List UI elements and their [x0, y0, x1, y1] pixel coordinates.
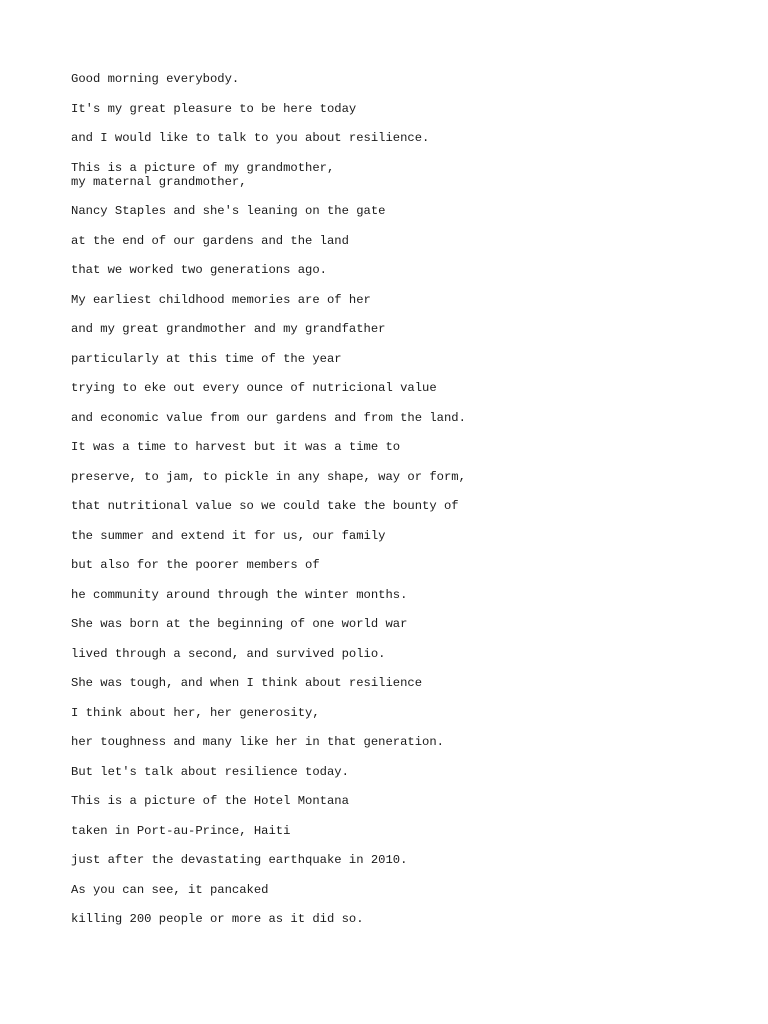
transcript-paragraph [71, 440, 731, 454]
transcript-line: This is a picture of the Hotel Montana [71, 794, 349, 808]
transcript-paragraph [71, 204, 731, 218]
transcript-paragraph [71, 824, 731, 838]
transcript-line: but also for the poorer members of [71, 558, 320, 572]
transcript-paragraph [71, 676, 731, 690]
transcript-line: and economic value from our gardens and from the land. [71, 410, 466, 425]
transcript-line: Nancy Staples and she's leaning on the gate [71, 204, 386, 218]
transcript-line: It was a time to harvest but it was a time to [71, 440, 401, 454]
transcript-paragraph [71, 352, 731, 366]
transcript-line: She was tough, and when I think about resilience [71, 676, 423, 690]
transcript-line: taken in Port-au-Prince, Haiti [71, 823, 291, 838]
transcript-line: the summer and extend it for us, our family [71, 528, 386, 543]
transcript-line: her toughness and many like her in that generation. [71, 735, 444, 749]
transcript-paragraph [71, 647, 731, 661]
transcript-paragraph [71, 617, 731, 631]
transcript-line: My earliest childhood memories are of her [71, 292, 371, 307]
transcript-line: preserve, to jam, to pickle in any shape, way or form, [71, 469, 466, 484]
transcript-paragraph [71, 588, 731, 602]
transcript-paragraph [71, 161, 731, 189]
transcript-paragraph [71, 322, 731, 336]
transcript-line: and my great grandmother and my grandfather [71, 322, 386, 336]
transcript-paragraph [71, 912, 731, 926]
transcript-paragraph [71, 765, 731, 779]
transcript-paragraph [71, 794, 731, 808]
transcript-line: my maternal grandmother, [71, 174, 247, 189]
transcript-paragraph [71, 706, 731, 720]
transcript-line: at the end of our gardens and the land [71, 233, 349, 248]
transcript-paragraph [71, 102, 731, 116]
transcript-paragraph [71, 558, 731, 572]
transcript-paragraph [71, 263, 731, 277]
transcript-paragraph [71, 381, 731, 395]
transcript-paragraph [71, 499, 731, 513]
transcript-paragraph [71, 131, 731, 145]
transcript-paragraph [71, 853, 731, 867]
transcript-paragraph [71, 470, 731, 484]
transcript-line: he community around through the winter months. [71, 587, 408, 602]
transcript-line: Good morning everybody. [71, 72, 240, 86]
transcript-paragraph [71, 735, 731, 749]
transcript-line: lived through a second, and survived polio. [71, 646, 386, 661]
transcript-line: She was born at the beginning of one world war [71, 617, 408, 631]
transcript-text [71, 72, 731, 942]
transcript-paragraph [71, 72, 731, 86]
transcript-paragraph [71, 529, 731, 543]
transcript-paragraph [71, 883, 731, 897]
transcript-line: As you can see, it pancaked [71, 882, 269, 897]
transcript-paragraph [71, 234, 731, 248]
transcript-line: I think about her, her generosity, [71, 705, 320, 720]
transcript-line: particularly at this time of the year [71, 351, 342, 366]
transcript-line: It's my great pleasure to be here today [71, 101, 357, 116]
transcript-line: just after the devastating earthquake in 2010. [71, 853, 408, 867]
transcript-line: and I would like to talk to you about resilience. [71, 131, 430, 145]
transcript-line: But let's talk about resilience today. [71, 764, 349, 779]
transcript-paragraph [71, 293, 731, 307]
transcript-line: that we worked two generations ago. [71, 263, 327, 277]
transcript-line: killing 200 people or more as it did so. [71, 912, 364, 926]
transcript-line: This is a picture of my grandmother, [71, 160, 335, 175]
transcript-paragraph [71, 411, 731, 425]
transcript-line: trying to eke out every ounce of nutricional value [71, 381, 437, 395]
transcript-line: that nutritional value so we could take the bounty of [71, 499, 459, 513]
